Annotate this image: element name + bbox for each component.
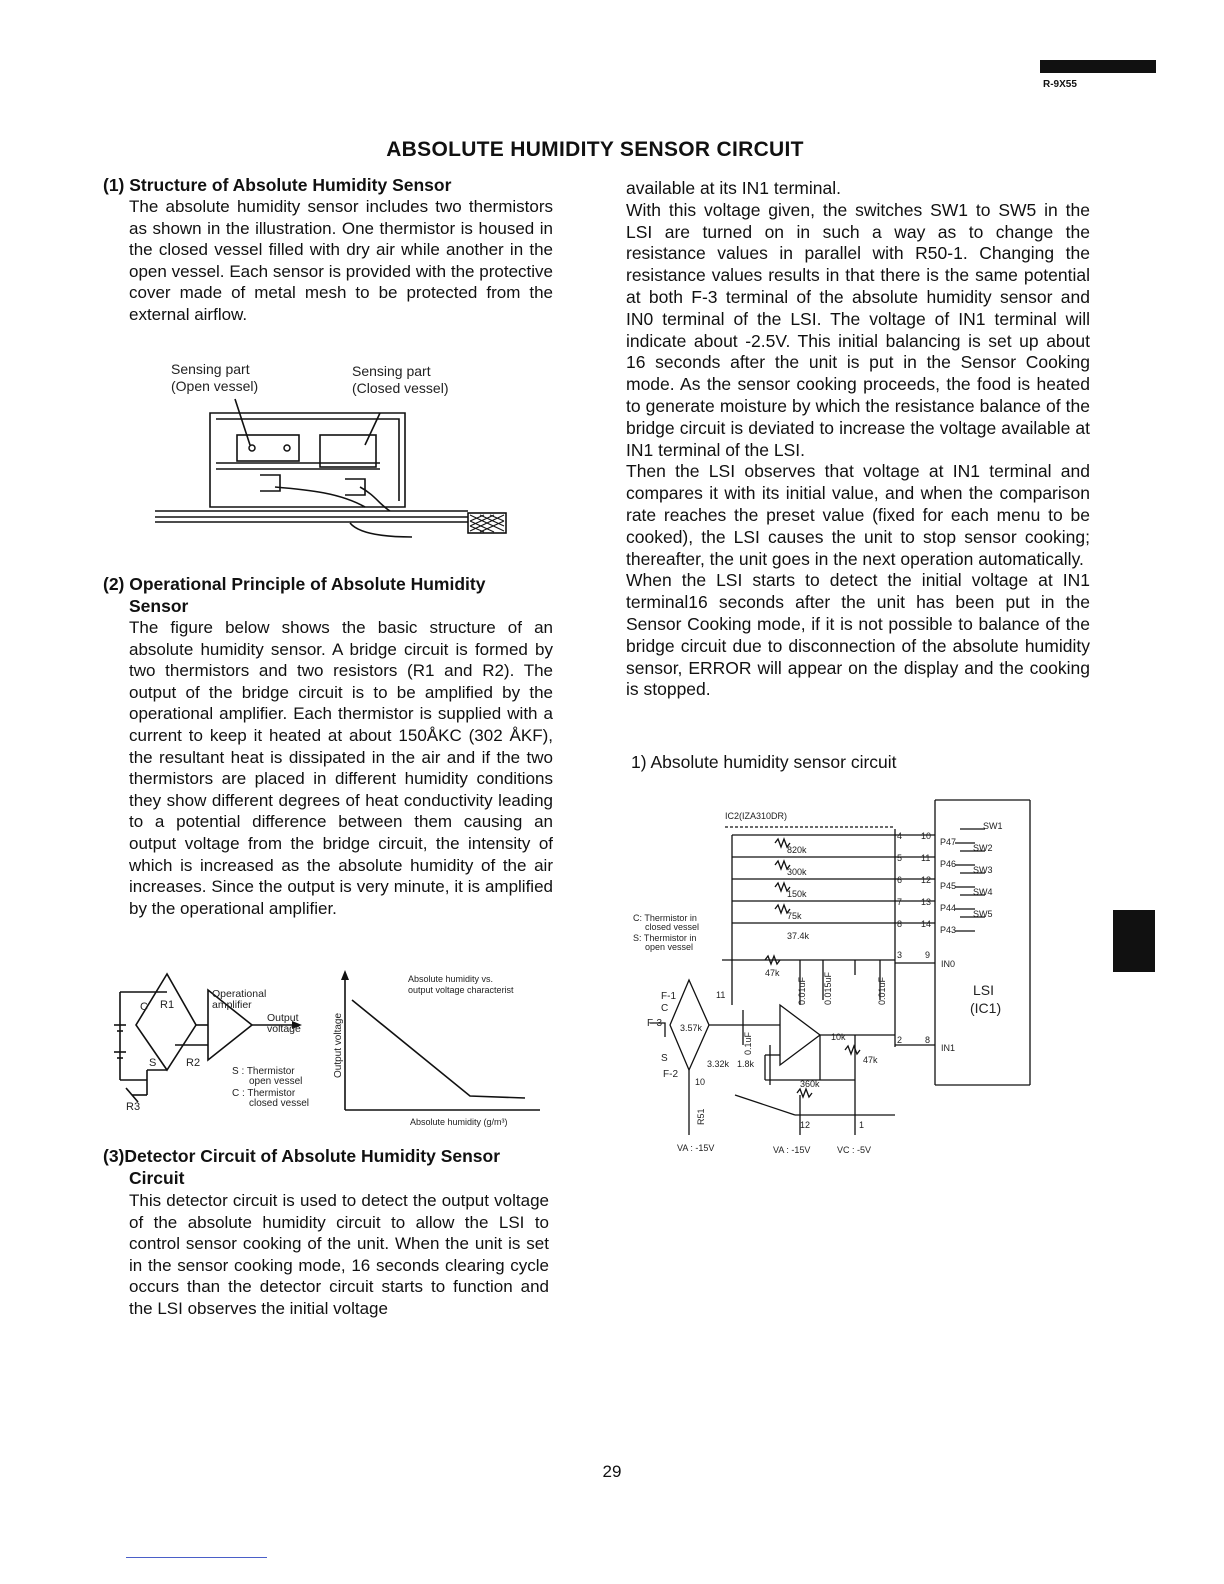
bottom-rule	[126, 1557, 267, 1558]
res-37-4k: 37.4k	[787, 931, 810, 941]
pin-8b: 8	[925, 1035, 931, 1045]
p45: P45	[940, 881, 957, 891]
res-820k: 820k	[787, 845, 807, 855]
label-r3: R3	[126, 1101, 141, 1113]
res-1-8k: 1.8k	[737, 1059, 755, 1069]
f1: F-1	[661, 991, 676, 1002]
label-open-vessel: Sensing part (Open vessel)	[171, 361, 259, 394]
section3-body: This detector circuit is used to detect the output voltage of the absolute humidity circuit to allow the LSI to control sensor cooking of the unit. When the unit is set in the sensor cooking mode, 16 seconds clearing cycle occurs than the detector circuit starts to function and the LSI observes the initial voltage	[129, 1191, 549, 1318]
characteristic-chart	[330, 968, 550, 1130]
pin-1: 1	[859, 1120, 865, 1130]
pin-7: 7	[897, 897, 903, 907]
detector-circuit-diagram	[625, 795, 1045, 1165]
s-thermistor-label: S: Thermistor in	[633, 933, 697, 943]
lsi-label-2: (IC1)	[970, 1000, 1002, 1016]
label-opamp: Operational	[212, 988, 267, 1000]
section1-body: The absolute humidity sensor includes two thermistors as shown in the illustration. One thermistor is housed in the closed vessel filled with dry air while another in the open vessel. Each sensor is provided with the protective cover made of metal mesh to be protected from the external airflow.	[129, 197, 553, 324]
section2-heading: (2) Operational Principle of Absolute Humidity	[103, 574, 486, 594]
pin-10: 10	[921, 831, 932, 841]
pin-12b: 12	[800, 1120, 811, 1130]
c-thermistor-label-2: closed vessel	[645, 922, 700, 932]
figure-caption: 1) Absolute humidity sensor circuit	[631, 752, 897, 772]
label-r2: R2	[186, 1057, 201, 1069]
sw3: SW3	[973, 865, 993, 875]
sensor-structure-figure	[150, 395, 515, 545]
bridge-circuit-diagram	[112, 970, 334, 1115]
pin-3: 3	[897, 950, 903, 960]
res-300k: 300k	[787, 867, 807, 877]
p44: P44	[940, 903, 957, 913]
chart-ylabel: Output voltage	[333, 1012, 344, 1078]
page-number: 29	[602, 1462, 622, 1481]
pin-9: 9	[925, 950, 931, 960]
va-label-2: VA : -15V	[773, 1145, 811, 1155]
s-thermistor-label-2: open vessel	[645, 942, 694, 952]
res-75k: 75k	[787, 911, 802, 921]
right-para-4: When the LSI starts to detect the initial voltage at IN1 terminal16 seconds after the unit has been put in the Sensor Cooking mode, if it is not possible to balance of the bridge circuit due to disconnection of the absolute humidity sensor, ERROR will appear on the display and the cooking is stopped.	[626, 570, 1090, 700]
label-s: S	[149, 1057, 157, 1069]
pin-10b: 10	[695, 1077, 706, 1087]
label-closed-vessel: Sensing part (Closed vessel)	[352, 363, 449, 396]
pin-12: 12	[921, 875, 932, 885]
label-r1: R1	[160, 999, 175, 1011]
label-c: C	[140, 1001, 148, 1013]
cap-0-015uf: 0.015uF	[823, 971, 833, 1005]
lsi-label: LSI	[973, 982, 995, 998]
p47: P47	[940, 837, 957, 847]
vc-label: VC : -5V	[837, 1145, 872, 1155]
sw5: SW5	[973, 909, 993, 919]
res-360k: 360k	[800, 1079, 820, 1089]
sw2: SW2	[973, 843, 993, 853]
legend-s: S : Thermistor	[232, 1066, 295, 1077]
sw4: SW4	[973, 887, 993, 897]
pin-13: 13	[921, 897, 932, 907]
chart-title-2: output voltage characterist	[408, 985, 514, 995]
label-output-2: voltage	[267, 1023, 301, 1035]
p46: P46	[940, 859, 957, 869]
right-column-text	[626, 178, 1090, 701]
cap-0-01uf-b: 0.01uF	[877, 976, 887, 1005]
res-47k-b: 47k	[863, 1055, 878, 1065]
in1: IN1	[941, 1043, 956, 1053]
pin-11b: 11	[716, 990, 726, 1000]
r51-label: R51	[696, 1108, 706, 1125]
right-para-2: With this voltage given, the switches SW1 to SW5 in the LSI are turned on in such a way as to change the resistance values in parallel with R50-1. Changing the resistance values results in that there is the same potential at both F-3 terminal of the absolute humidity sensor and IN0 terminal of the LSI. The voltage of IN1 terminal will indicate about -2.5V. This initial balancing is set up about 16 seconds after the unit is put in the Sensor Cooking mode. As the sensor cooking proceeds, the food is heated to generate moisture by which the resistance balance of the bridge circuit is deviated to increase the voltage available at IN1 terminal of the LSI.	[626, 199, 1090, 460]
res-150k: 150k	[787, 889, 807, 899]
legend-c-2: closed vessel	[249, 1098, 310, 1109]
in0: IN0	[941, 959, 956, 969]
pin-8: 8	[897, 919, 903, 929]
side-tab	[1113, 910, 1155, 972]
section2-body: The figure below shows the basic structure of an absolute humidity sensor. A bridge circuit is formed by two thermistors and two resistors (R1 and R2). The output of the bridge circuit is to be amplified by the operational amplifier. Each thermistor is supplied with a current to keep it heated at about 150ÅKC (302 ÅKF), the resultant heat is dissipated in the air and if the two thermistors are placed in different humidity conditions they show different degrees of heat conductivity leading to a potential difference between them causing an output voltage from the bridge circuit, the intensity of which is increased as the absolute humidity of the air increases. Since the output is very minute, it is amplified by the operational amplifier.	[129, 618, 553, 918]
ic2-label: IC2(IZA310DR)	[725, 811, 788, 821]
section3-heading-line2: Circuit	[129, 1168, 185, 1188]
legend-s-2: open vessel	[249, 1076, 303, 1087]
f2: F-2	[663, 1069, 678, 1080]
section1-heading: (1) Structure of Absolute Humidity Sensor	[103, 175, 452, 195]
c-label: C	[661, 1003, 669, 1014]
model-number: R-9X55	[1043, 79, 1077, 90]
cap-0-01uf-a: 0.01uF	[797, 976, 807, 1005]
page-title: ABSOLUTE HUMIDITY SENSOR CIRCUIT	[386, 138, 804, 161]
pin-5: 5	[897, 853, 903, 863]
res-3-32k: 3.32k	[707, 1059, 730, 1069]
pin-11: 11	[921, 853, 931, 863]
s-label: S	[661, 1053, 668, 1064]
c-thermistor-label: C: Thermistor in	[633, 913, 697, 923]
pin-4: 4	[897, 831, 903, 841]
cap-0-1uf: 0.1uF	[743, 1031, 753, 1055]
pin-14: 14	[921, 919, 932, 929]
res-10k: 10k	[831, 1032, 846, 1042]
legend-c: C : Thermistor	[232, 1088, 296, 1099]
f3: F-3	[647, 1018, 662, 1029]
va-label-1: VA : -15V	[677, 1143, 715, 1153]
right-para-1: available at its IN1 terminal.	[626, 178, 841, 198]
section2-heading-line2: Sensor	[129, 596, 189, 616]
header-bar	[1040, 60, 1156, 73]
pin-6: 6	[897, 875, 903, 885]
right-para-3: Then the LSI observes that voltage at IN1 terminal and compares it with its initial value, and when the comparison rate reaches the preset value (fixed for each menu to be cooked), the LSI causes the unit to stop sensor cooking; thereafter, the unit goes in the next operation automatically.	[626, 461, 1090, 569]
p43: P43	[940, 925, 957, 935]
pin-2: 2	[897, 1035, 903, 1045]
chart-xlabel: Absolute humidity (g/m³)	[410, 1117, 508, 1127]
label-output: Output	[267, 1012, 299, 1024]
label-opamp-2: amplifier	[212, 999, 252, 1011]
sw1: SW1	[983, 821, 1003, 831]
chart-title: Absolute humidity vs.	[408, 974, 494, 984]
section3-heading: (3)Detector Circuit of Absolute Humidity Sensor	[103, 1146, 501, 1166]
res-47k: 47k	[765, 968, 780, 978]
res-3-57k: 3.57k	[680, 1023, 703, 1033]
